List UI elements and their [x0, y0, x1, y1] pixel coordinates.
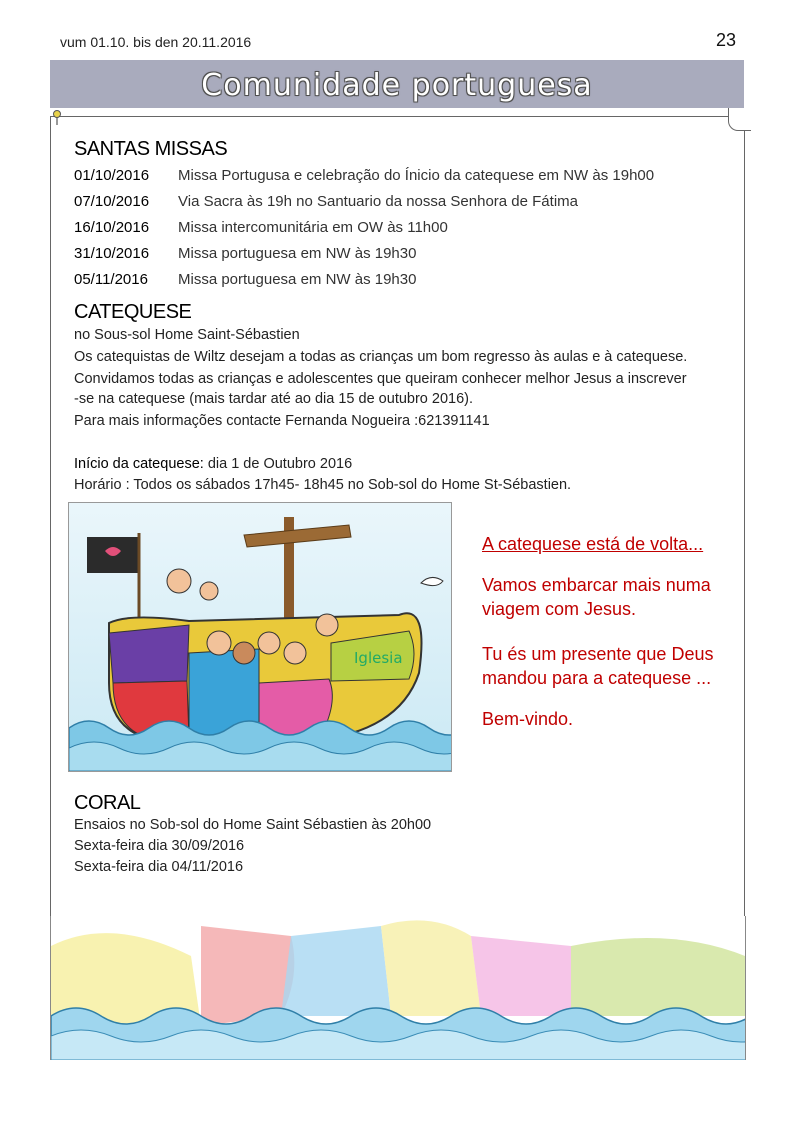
callout-line: Tu és um presente que Deus	[482, 644, 714, 664]
catequese-location: no Sous-sol Home Saint-Sébastien	[74, 327, 300, 343]
issue-date-range: vum 01.10. bis den 20.11.2016	[60, 34, 252, 50]
catequese-heading: CATEQUESE	[74, 301, 192, 323]
mass-row	[74, 193, 578, 210]
catequese-contact: Para mais informações contacte Fernanda Nogueira :621391141	[74, 413, 490, 429]
mass-date: 07/10/2016	[74, 193, 150, 210]
catequese-start-value: dia 1 de Outubro 2016	[203, 456, 353, 472]
catequese-text-line: -se na catequese (mais tardar até ao dia 15 de outubro 2016).	[74, 391, 474, 407]
mass-row	[74, 219, 448, 236]
santas-missas-heading: SANTAS MISSAS	[74, 138, 228, 160]
coral-text-line: Sexta-feira dia 04/11/2016	[74, 859, 244, 875]
banner-title: Comunidade portuguesa	[201, 68, 593, 103]
mass-row	[74, 167, 654, 184]
callout-line: viagem com Jesus.	[482, 599, 637, 619]
coral-heading: CORAL	[74, 792, 141, 814]
callout-line: Vamos embarcar mais numa	[482, 575, 711, 595]
mass-row	[74, 245, 416, 262]
footer-puzzle-waves-art	[50, 916, 746, 1060]
mass-description: Missa Portugusa e celebração do Ínicio da catequese em NW às 19h00	[178, 167, 655, 184]
mass-description: Missa intercomunitária em OW às 11h00	[178, 219, 448, 236]
catequese-text-line: Convidamos todas as crianças e adolescentes que queiram conhecer melhor Jesus a inscrever	[74, 371, 687, 387]
page-curl-icon	[728, 108, 751, 131]
catequese-schedule: Horário : Todos os sábados 17h45- 18h45 no Sob-sol do Home St-Sébastien.	[74, 477, 572, 493]
callout-line: mandou para a catequese ...	[482, 668, 712, 688]
mass-date: 01/10/2016	[74, 167, 150, 184]
catequese-text-line: Os catequistas de Wiltz desejam a todas as crianças um bom regresso às aulas e à catequese.	[74, 349, 688, 365]
pin-icon	[52, 110, 62, 126]
mass-description: Via Sacra às 19h no Santuario da nossa Senhora de Fátima	[178, 193, 578, 210]
catequese-start-label: Início da catequese:	[74, 456, 204, 472]
section-banner	[50, 60, 744, 108]
catequese-start	[74, 456, 352, 472]
callout-heading-link[interactable]: A catequese está de volta...	[482, 534, 704, 554]
callout-welcome: Bem-vindo.	[482, 709, 574, 729]
mass-row	[74, 271, 416, 288]
mass-date: 05/11/2016	[74, 271, 148, 288]
coral-text-line: Ensaios no Sob-sol do Home Saint Sébastien às 20h00	[74, 817, 432, 833]
boat-label: Iglesia	[354, 649, 403, 667]
mass-description: Missa portuguesa em NW às 19h30	[178, 245, 417, 262]
mass-description: Missa portuguesa em NW às 19h30	[178, 271, 417, 288]
mass-date: 31/10/2016	[74, 245, 150, 262]
boat-puzzle-illustration	[68, 502, 452, 772]
mass-date: 16/10/2016	[74, 219, 150, 236]
coral-text-line: Sexta-feira dia 30/09/2016	[74, 838, 245, 854]
page-number: 23	[716, 30, 737, 50]
